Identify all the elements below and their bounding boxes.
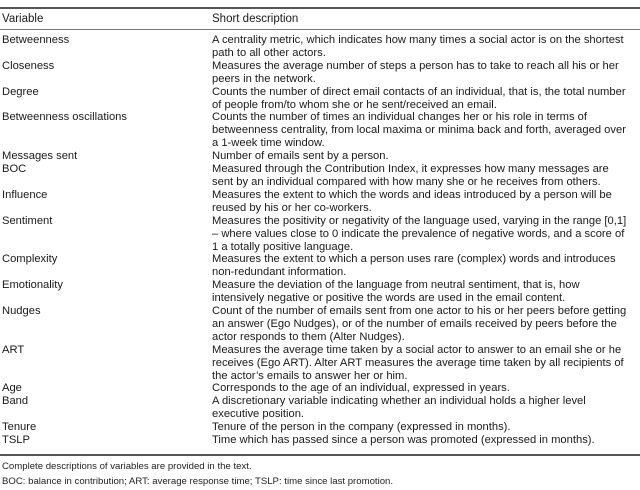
table-row (0, 163, 640, 189)
table-top-rule (0, 7, 640, 9)
variable-name: Messages sent (2, 150, 78, 163)
variable-description: Tenure of the person in the company (expressed in months). (212, 421, 511, 434)
variable-name: Complexity (2, 253, 58, 266)
table-row (0, 305, 640, 344)
table-row (0, 344, 640, 383)
variable-description: Measure the deviation of the language from neutral sentiment, that is, how intensively negative or positive the words are used in the email content. (212, 279, 580, 305)
table-row (0, 421, 640, 434)
table-row (0, 279, 640, 305)
variable-name: Degree (2, 85, 39, 98)
variable-name: BOC (2, 163, 27, 176)
variable-description: Counts the number of direct email contacts of an individual, that is, the total number of people from/to whom she or he sent/received an email. (212, 85, 626, 111)
variable-description: Measures the positivity or negativity of the language used, varying in the range [0,1] – where values close to 0 indicate the prevalence of negative words, and a score of 1 a totally positive language. (212, 214, 627, 253)
variable-description: Measures the extent to which a person uses rare (complex) words and introduces non-redundant information. (212, 253, 616, 279)
variable-description: Counts the number of times an individual changes her or his role in terms of betweenness centrality, from local maxima or minima back and forth, averaged over a 1-week time window. (212, 111, 626, 150)
variable-description: Measured through the Contribution Index, it expresses how many messages are sent by an individual compared with how many she or he receives from others. (212, 163, 609, 188)
variable-description: Measures the average time taken by a social actor to answer to an email she or he receives (Ego ART). Alter ART measures the average time taken by all recipients of the actor’s emails to answer her or him. (212, 343, 624, 382)
table-row (0, 86, 640, 112)
table-row (0, 189, 640, 215)
variable-name: Betweenness (2, 34, 70, 46)
variable-description: Corresponds to the age of an individual, expressed in years. (212, 382, 510, 395)
variable-description: A centrality metric, which indicates how many times a social actor is on the shortest path to all other actors. (212, 34, 624, 59)
variables-table (0, 34, 640, 447)
variable-description: Number of emails sent by a person. (212, 150, 389, 163)
table-row (0, 150, 640, 163)
variable-name: ART (2, 343, 25, 356)
variable-name: Betweenness oscillations (2, 111, 127, 124)
variable-description: Time which has passed since a person was promoted (expressed in months). (212, 434, 595, 447)
table-row (0, 434, 640, 447)
variable-description: Measures the average number of steps a person has to take to reach all his or her peers in the network. (212, 59, 619, 85)
variable-description: Measures the extent to which the words and ideas introduced by a person will be reused by his or her co-workers. (212, 188, 612, 214)
variable-name: Band (2, 395, 29, 408)
variable-description: Count of the number of emails sent from one actor to his or her peers before getting an answer (Ego Nudges), or of the number of emails received by peers before the actor responds to them (Alter Nudges). (212, 305, 627, 343)
table-row (0, 395, 640, 421)
table-row (0, 111, 640, 150)
variable-name: Sentiment (2, 214, 53, 227)
header-rule (0, 29, 640, 30)
table-row (0, 215, 640, 254)
variable-name: Nudges (2, 305, 41, 318)
variable-name: TSLP (2, 434, 30, 447)
table-row (0, 253, 640, 279)
variable-name: Emotionality (2, 279, 63, 292)
variable-name: Influence (2, 188, 48, 201)
footnote-abbreviations: BOC: balance in contribution; ART: average response time; TSLP: time since last promotion. (2, 476, 394, 487)
table-bottom-rule (0, 454, 640, 456)
variable-name: Closeness (2, 59, 55, 72)
table-row (0, 34, 640, 60)
column-header-description: Short description (212, 13, 299, 25)
table-row (0, 60, 640, 86)
footnote: Complete descriptions of variables are provided in the text. (2, 461, 252, 472)
variable-description: A discretionary variable indicating whether an individual holds a higher level executive position. (212, 395, 586, 421)
table-row (0, 382, 640, 395)
variable-name: Tenure (2, 421, 37, 434)
variable-name: Age (2, 382, 22, 395)
column-header-variable: Variable (2, 13, 44, 25)
